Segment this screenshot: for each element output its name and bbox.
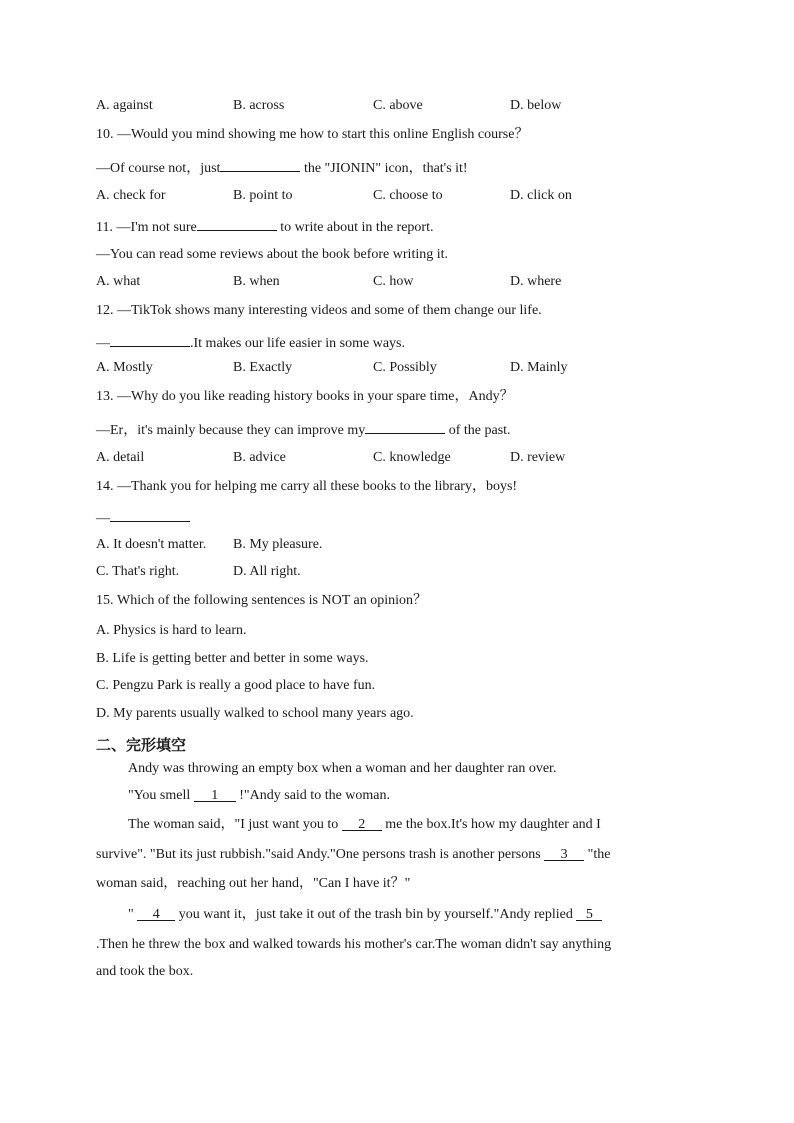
q9-option-a[interactable]: A. against <box>96 98 153 113</box>
cloze-blank-2[interactable]: 2 <box>342 816 382 831</box>
q10-option-c[interactable]: C. choose to <box>373 188 443 203</box>
cloze-line-3 <box>128 816 714 834</box>
q14-reply-start: — <box>96 511 110 526</box>
q15-option-d[interactable]: D. My parents usually walked to school many years ago. <box>96 706 414 721</box>
cloze-line-5: woman said，reaching out her hand，"Can I have it？" <box>96 876 411 891</box>
q11-option-a[interactable]: A. what <box>96 274 141 289</box>
cloze-line-2-end: !"Andy said to the woman. <box>235 788 391 803</box>
q10-answer-blank[interactable] <box>220 157 300 172</box>
q14-option-a[interactable]: A. It doesn't matter. <box>96 537 207 552</box>
q13-option-a[interactable]: A. detail <box>96 450 145 465</box>
q14-answer-blank[interactable] <box>110 507 190 522</box>
q12-reply-start: — <box>96 336 110 351</box>
section-heading-cloze: 二、完形填空 <box>96 736 187 754</box>
cloze-line-3-start: The woman said，"I just want you to <box>128 817 342 832</box>
q12-reply-end: .It makes our life easier in some ways. <box>190 336 405 351</box>
q14-option-c[interactable]: C. That's right. <box>96 564 180 579</box>
q10-option-d[interactable]: D. click on <box>510 188 572 203</box>
q12-text: —TikTok shows many interesting videos and some of them change our life. <box>117 303 542 318</box>
q13-number: 13. <box>96 389 114 404</box>
q11-question <box>96 216 433 237</box>
q15-option-b[interactable]: B. Life is getting better and better in some ways. <box>96 651 369 666</box>
q9-option-d[interactable]: D. below <box>510 98 562 113</box>
q13-answer-blank[interactable] <box>365 419 445 434</box>
q11-text-start: —I'm not sure <box>116 220 197 235</box>
cloze-line-1: Andy was throwing an empty box when a woman and her daughter ran over. <box>128 761 557 776</box>
q10-option-b[interactable]: B. point to <box>233 188 293 203</box>
cloze-blank-1[interactable]: 1 <box>194 787 236 802</box>
q12-option-b[interactable]: B. Exactly <box>233 360 293 375</box>
q10-number: 10. <box>96 127 114 142</box>
q13-reply-start: —Er，it's mainly because they can improve my <box>96 423 366 438</box>
q10-reply-end: the "JIONIN" icon，that's it! <box>300 161 468 176</box>
q11-text-end: to write about in the report. <box>276 220 434 235</box>
q10-reply-start: —Of course not，just <box>96 161 221 176</box>
q13-option-c[interactable]: C. knowledge <box>373 450 451 465</box>
q15-option-c[interactable]: C. Pengzu Park is really a good place to have fun. <box>96 678 376 693</box>
q13-question <box>96 388 514 406</box>
q13-reply <box>96 419 511 440</box>
q12-option-a[interactable]: A. Mostly <box>96 360 153 375</box>
q13-option-d[interactable]: D. review <box>510 450 566 465</box>
q9-option-b[interactable]: B. across <box>233 98 285 113</box>
cloze-line-2 <box>128 787 714 805</box>
q10-question <box>96 126 528 144</box>
q11-option-b[interactable]: B. when <box>233 274 280 289</box>
q10-reply <box>96 157 468 178</box>
q15-question <box>96 592 427 610</box>
cloze-blank-3[interactable]: 3 <box>544 846 584 861</box>
q13-text: —Why do you like reading history books in your spare time，Andy？ <box>117 389 514 404</box>
cloze-line-6-start: " <box>128 907 138 922</box>
q11-answer-blank[interactable] <box>197 216 277 231</box>
q12-number: 12. <box>96 303 114 318</box>
q15-option-a[interactable]: A. Physics is hard to learn. <box>96 623 247 638</box>
q12-option-c[interactable]: C. Possibly <box>373 360 437 375</box>
q15-number: 15. <box>96 593 114 608</box>
cloze-line-6-middle: you want it，just take it out of the trash bin by yourself."Andy replied <box>175 907 577 922</box>
q12-question <box>96 302 542 320</box>
cloze-line-2-start: "You smell <box>128 788 194 803</box>
q11-option-d[interactable]: D. where <box>510 274 562 289</box>
q14-reply <box>96 507 190 528</box>
cloze-blank-5[interactable]: 5 <box>576 906 602 921</box>
q9-option-c[interactable]: C. above <box>373 98 423 113</box>
q14-question <box>96 478 517 496</box>
cloze-line-8: and took the box. <box>96 964 194 979</box>
cloze-line-6 <box>128 906 714 924</box>
q12-answer-blank[interactable] <box>110 332 190 347</box>
cloze-line-4-end: "the <box>584 847 611 862</box>
cloze-line-7: .Then he threw the box and walked towards his mother's car.The woman didn't say anything <box>96 937 612 952</box>
cloze-line-3-end: me the box.It's how my daughter and I <box>381 817 601 832</box>
cloze-line-4 <box>96 846 682 864</box>
q10-option-a[interactable]: A. check for <box>96 188 166 203</box>
q13-option-b[interactable]: B. advice <box>233 450 286 465</box>
q14-text: —Thank you for helping me carry all these books to the library，boys! <box>117 479 518 494</box>
cloze-line-4-start: survive". "But its just rubbish."said Andy."One persons trash is another persons <box>96 847 545 862</box>
q15-text: Which of the following sentences is NOT an opinion？ <box>117 593 428 608</box>
q13-reply-end: of the past. <box>445 423 511 438</box>
q14-option-d[interactable]: D. All right. <box>233 564 301 579</box>
q12-option-d[interactable]: D. Mainly <box>510 360 568 375</box>
q14-option-b[interactable]: B. My pleasure. <box>233 537 323 552</box>
q11-reply: —You can read some reviews about the book before writing it. <box>96 247 448 262</box>
q11-number: 11. <box>96 220 113 235</box>
q11-option-c[interactable]: C. how <box>373 274 414 289</box>
q14-number: 14. <box>96 479 114 494</box>
q12-reply <box>96 332 405 353</box>
cloze-blank-4[interactable]: 4 <box>137 906 175 921</box>
q10-text: —Would you mind showing me how to start this online English course？ <box>117 127 529 142</box>
